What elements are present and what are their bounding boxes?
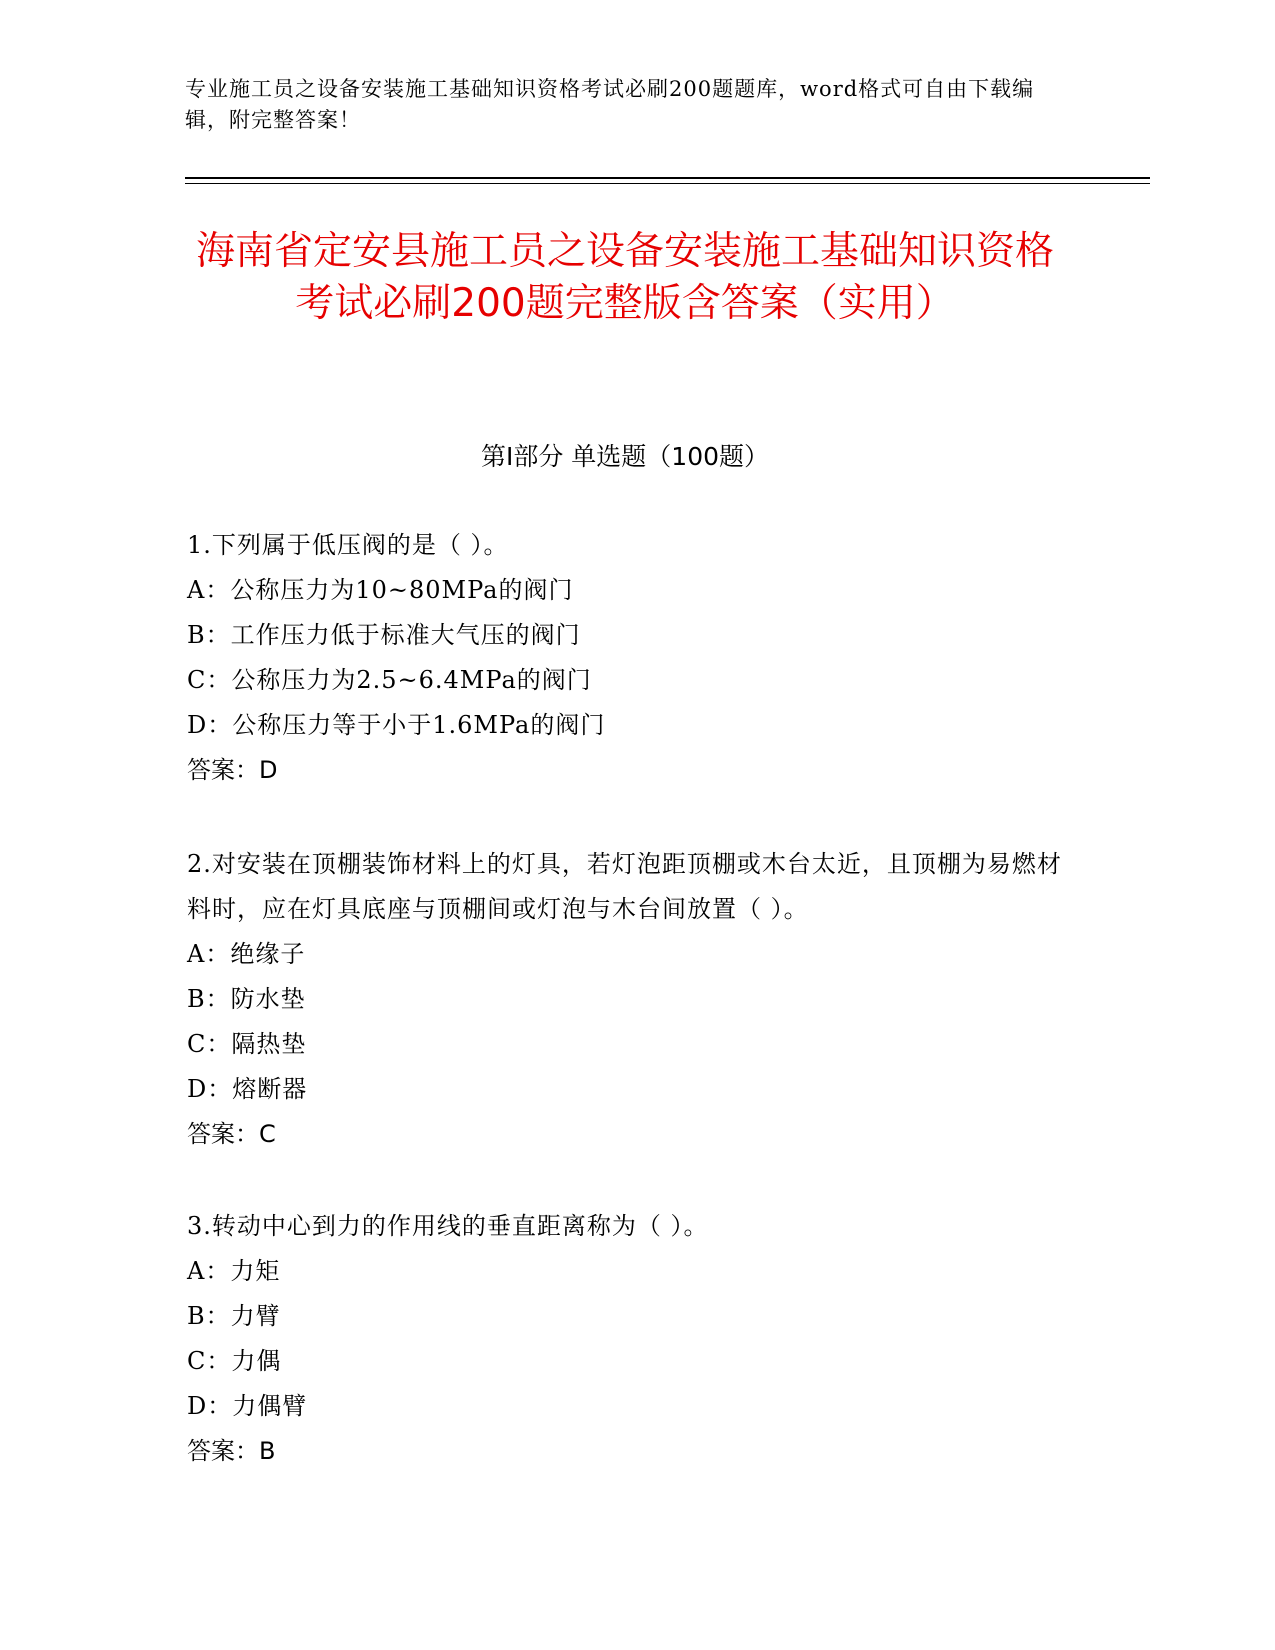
section-heading: 第I部分 单选题（100题）: [480, 442, 770, 471]
option-d: D：公称压力等于小于1.6MPa的阀门: [187, 711, 606, 739]
header-divider-thick: [185, 177, 1150, 179]
option-b: B：工作压力低于标准大气压的阀门: [187, 621, 581, 649]
option-a: A：绝缘子: [187, 940, 306, 968]
header-note: 专业施工员之设备安装施工基础知识资格考试必刷200题题库，word格式可自由下载编辑，附完整答案！: [185, 77, 1035, 132]
header-divider-thin: [185, 183, 1150, 184]
option-a: A：公称压力为10~80MPa的阀门: [187, 576, 574, 604]
option-b: B：防水垫: [187, 985, 306, 1013]
option-b: B：力臂: [187, 1302, 281, 1330]
question-item: [187, 842, 1067, 1157]
answer-line: 答案：C: [187, 1120, 276, 1148]
question-stem: 3.转动中心到力的作用线的垂直距离称为（ ）。: [187, 1212, 709, 1240]
question-stem: 1.下列属于低压阀的是（ ）。: [187, 531, 509, 559]
question-item: [187, 523, 1067, 793]
document-title: 海南省定安县施工员之设备安装施工基础知识资格考试必刷200题完整版含答案（实用）: [195, 229, 1054, 326]
answer-line: 答案：D: [187, 756, 278, 784]
option-a: A：力矩: [187, 1257, 281, 1285]
question-stem: 2.对安装在顶棚装饰材料上的灯具，若灯泡距顶棚或木台太近，且顶棚为易燃材料时，应在灯具底座与顶棚间或灯泡与木台间放置（ ）。: [187, 850, 1062, 923]
option-d: D：力偶臂: [187, 1392, 308, 1420]
option-d: D：熔断器: [187, 1075, 308, 1103]
option-c: C：隔热垫: [187, 1030, 307, 1058]
question-item: [187, 1204, 1067, 1474]
answer-line: 答案：B: [187, 1437, 276, 1465]
option-c: C：力偶: [187, 1347, 282, 1375]
option-c: C：公称压力为2.5~6.4MPa的阀门: [187, 666, 592, 694]
